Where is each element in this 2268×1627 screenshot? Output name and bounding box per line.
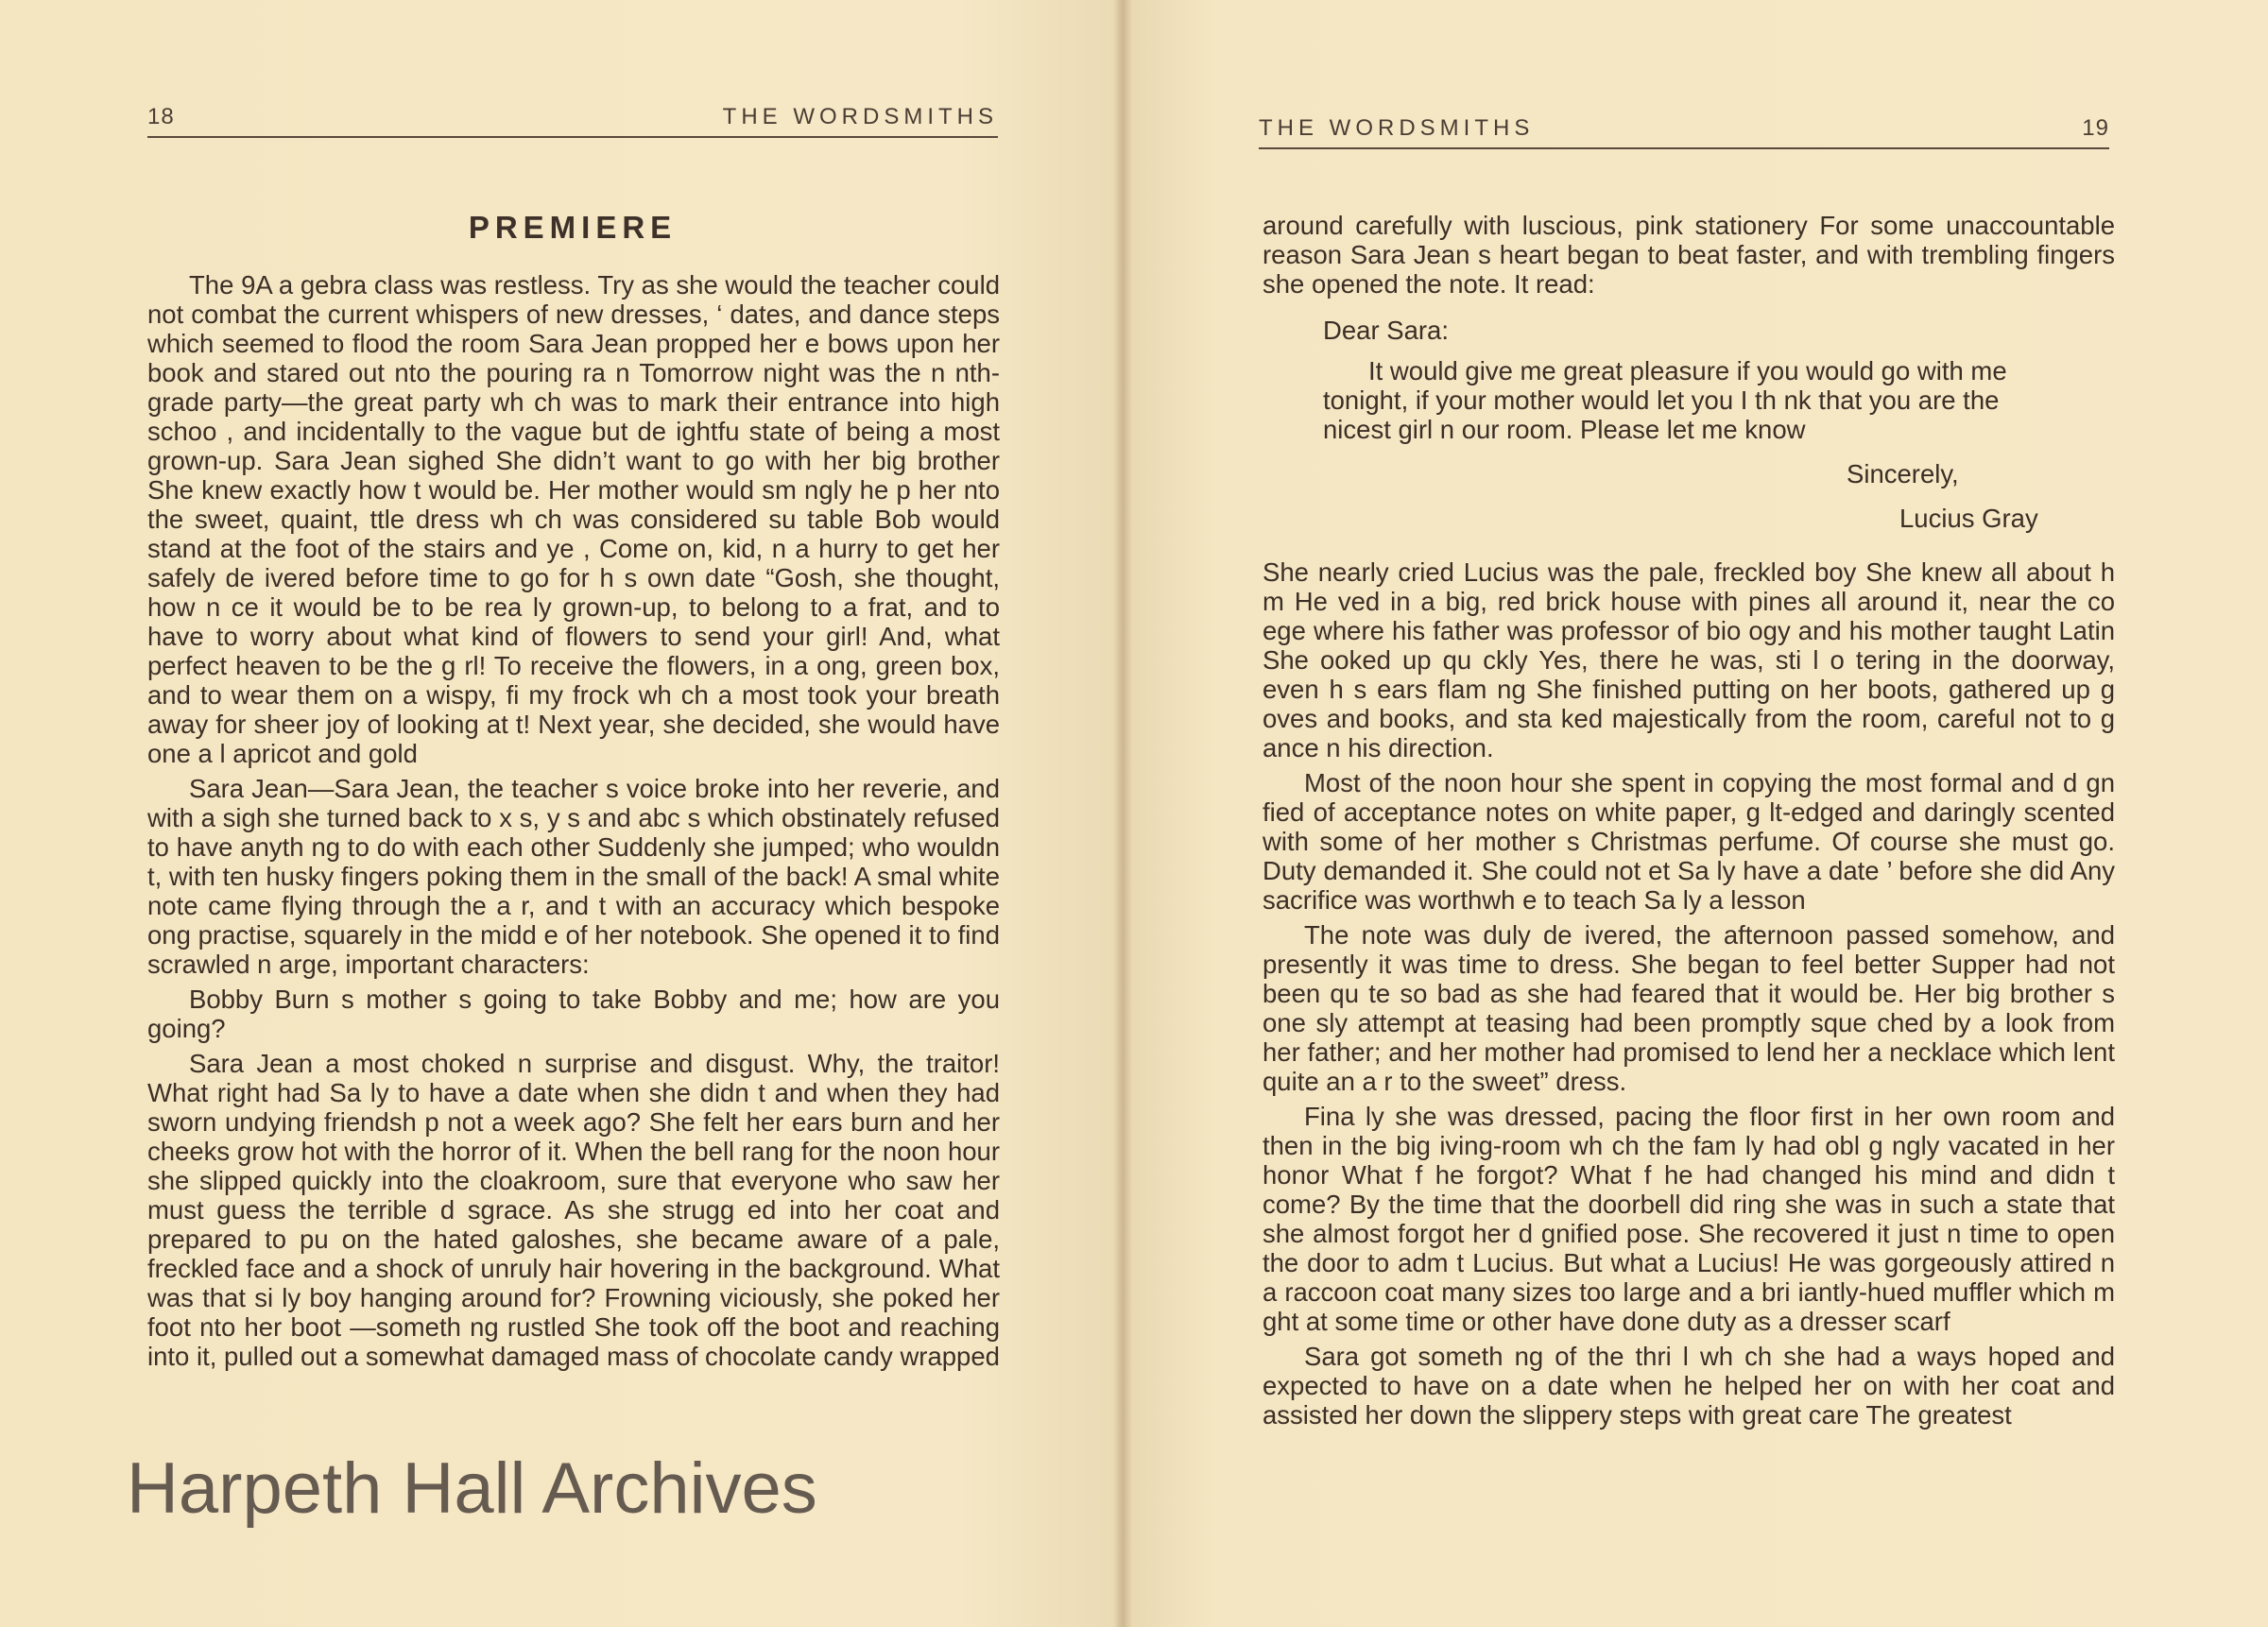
note-text: Bobby Burn s mother s going to take Bobby and me; how are you going? <box>147 985 1000 1043</box>
left-page <box>0 0 1123 1627</box>
running-title: THE WORDSMITHS <box>722 104 998 129</box>
letter-body: It would give me great pleasure if you would go with me tonight, if your mother would let you I th nk that you are the nicest girl n our room. Please let me know <box>1323 356 2007 444</box>
archive-watermark: Harpeth Hall Archives <box>127 1448 817 1529</box>
letter-salutation: Dear Sara: <box>1323 316 1449 345</box>
paragraph: Sara Jean a most choked n surprise and disgust. Why, the traitor! What right had Sa ly to have a date when she didn t and when they had sworn undying friendsh p not a week ago? She felt her ears burn and her cheeks grow hot with the horror of it. When the bell rang for the noon hour she slipped quickly into the cloakroom, sure that everyone who saw her must guess the terrible d sgrace. As she strugg ed into her coat and prepared to pu on the hated galoshes, she became aware of a pale, freckled face and a shock of unruly hair hovering in the background. What was that si ly boy hanging around for? Frowning viciously, she poked her foot nto her boot —someth ng rustled She took off the boot and reaching into it, pulled out a somewhat damaged mass of chocolate candy wrapped <box>147 1049 1000 1371</box>
letter-signature: Lucius Gray <box>1899 504 2038 533</box>
paragraph: She nearly cried Lucius was the pale, freckled boy She knew all about h m He ved in a big, red brick house with pines all around it, near the co ege where his father was professor of bio ogy and his mother taught Latin She ooked up qu ckly Yes, there he was, sti l o tering in the doorway, even h s ears flam ng She finished putting on her boots, gathered up g oves and books, and sta ked majestically from the room, careful not to g ance n his direction. <box>1263 557 2115 762</box>
paragraph: The 9A a gebra class was restless. Try as she would the teacher could not combat the current whispers of new dresses, ‘ dates, and dance steps which seemed to flood the room Sara Jean propped her e bows upon her book and stared out nto the pouring ra n Tomorrow night was the n nth-grade party—the great party wh ch was to mark their entrance into high schoo , and incidentally to the vague but de ightfu state of being a most grown-up. Sara Jean sighed She didn’t want to go with her big brother She knew exactly how t would be. Her mother would sm ngly he p her nto the sweet, quaint, ttle dress wh ch was considered su table Bob would stand at the foot of the stairs and ye , Come on, kid, n a hurry to get her safely de ivered before time to go for h s own date “Gosh, she thought, how n ce it would be to be rea ly grown-up, to belong to a frat, and to have to worry about what kind of flowers to send your girl! And, what perfect heaven to be the g rl! To receive the flowers, in a ong, green box, and to wear them on a wispy, fi my frock wh ch a most took your breath away for sheer joy of looking at t! Next year, she decided, she would have one a l apricot and gold <box>147 270 1000 768</box>
paragraph: The note was duly de ivered, the afternoon passed somehow, and presently it was time to dress. She began to feel better Supper had not been qu te so bad as she had feared that it would be. Her big brother s one sly attempt at teasing had been promptly sque ched by a look from her father; and her mother had promised to lend her a necklace which lent quite an a r to the sweet” dress. <box>1263 920 2115 1096</box>
right-page <box>1123 0 2268 1627</box>
paragraph: Fina ly she was dressed, pacing the floor first in her own room and then in the big iving-room wh ch the fam ly had obl g ngly vacated in her honor What f he forgot? What f he had changed his mind and didn t come? By the time that the doorbell did ring she was in such a state that she almost forgot her d gnified pose. She recovered it just n time to open the door to adm t Lucius. But what a Lucius! He was gorgeously attired n a raccoon coat many sizes too large and a bri iantly-hued muffler which m ght at some time or other have done duty as a dresser scarf <box>1263 1102 2115 1336</box>
right-body-text <box>1263 211 2115 1435</box>
page-number: 19 <box>2082 115 2109 141</box>
page-number: 18 <box>147 104 175 129</box>
paragraph: Most of the noon hour she spent in copying the most formal and d gn fied of acceptance notes on white paper, g lt-edged and daringly scented with some of her mother s Christmas perfume. Of course she must go. Duty demanded it. She could not et Sa ly have a date ’ before she did Any sacrifice was worthwh e to teach Sa ly a lesson <box>1263 768 2115 915</box>
letter <box>1263 316 2115 533</box>
story-title: PREMIERE <box>468 210 678 245</box>
book-gutter <box>1113 0 1132 1627</box>
paragraph: Sara Jean—Sara Jean, the teacher s voice broke into her reverie, and with a sigh she turned back to x s, y s and abc s which obstinately refused to have anyth ng to do with each other Suddenly she jumped; who wouldn t, with ten husky fingers poking them in the small of the back! A smal white note came flying through the a r, and t with an accuracy which bespoke ong practise, squarely in the midd e of her notebook. She opened it to find scrawled n arge, important characters: <box>147 774 1000 979</box>
paragraph: Sara got someth ng of the thri l wh ch she had a ways hoped and expected to have on a date when he helped her on with her coat and assisted her down the slippery steps with great care The greatest <box>1263 1342 2115 1430</box>
running-title: THE WORDSMITHS <box>1259 115 1535 141</box>
running-head-right <box>1259 115 2109 149</box>
left-body-text <box>147 270 1000 1377</box>
running-head-left <box>147 104 998 138</box>
paragraph: around carefully with luscious, pink stationery For some unaccountable reason Sara Jean s heart began to beat faster, and with trembling fingers she opened the note. It read: <box>1263 211 2115 299</box>
letter-closing: Sincerely, <box>1847 459 1959 488</box>
